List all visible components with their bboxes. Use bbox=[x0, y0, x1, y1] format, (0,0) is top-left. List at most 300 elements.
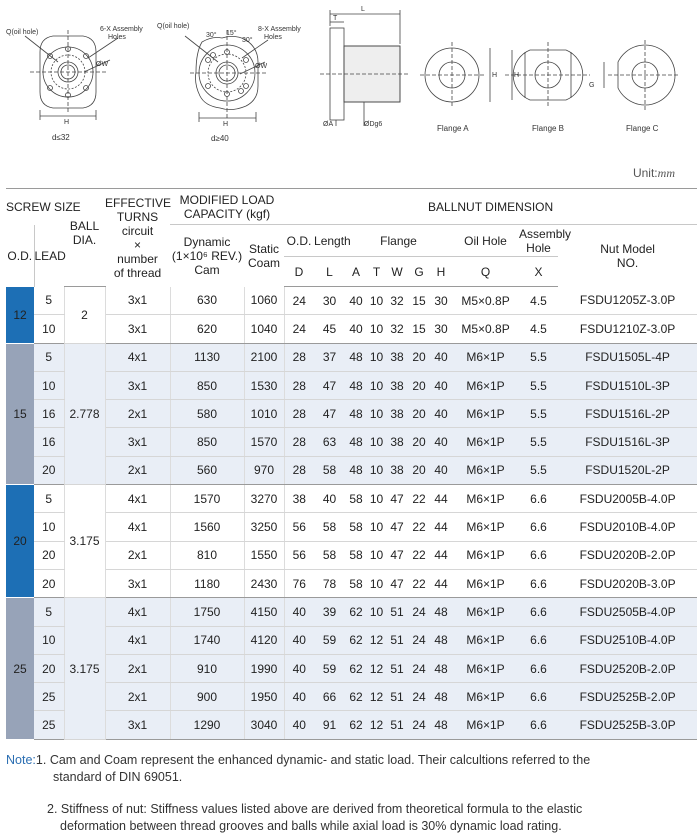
table-row bbox=[6, 456, 697, 484]
table-row bbox=[6, 315, 697, 343]
cell-lead: 10 bbox=[34, 626, 64, 654]
cell-assembly-x: 6.6 bbox=[519, 485, 558, 513]
cell-flange-t: 10 bbox=[367, 569, 386, 597]
cell-oil-hole-q: M5×0.8P bbox=[452, 287, 519, 315]
d2-size-label: d≥40 bbox=[211, 134, 229, 143]
cell-length-l: 58 bbox=[314, 541, 345, 569]
cell-flange-t: 12 bbox=[367, 654, 386, 682]
cell-dynamic: 850 bbox=[170, 371, 244, 399]
cell-turns: 2x1 bbox=[105, 400, 170, 428]
cell-flange-t: 12 bbox=[367, 683, 386, 711]
cell-flange-h: 40 bbox=[430, 371, 452, 399]
d1-w-label: ØW bbox=[96, 61, 109, 68]
cell-oil-hole-q: M6×1P bbox=[452, 456, 519, 484]
cell-length-l: 30 bbox=[314, 287, 345, 315]
cell-flange-t: 10 bbox=[367, 343, 386, 371]
cell-turns: 4x1 bbox=[105, 598, 170, 626]
cell-lead: 16 bbox=[34, 400, 64, 428]
cell-lead: 5 bbox=[34, 598, 64, 626]
cell-dynamic: 1570 bbox=[170, 485, 244, 513]
header-dynamic: Dynamic (1×10⁶ REV.) Cam bbox=[171, 234, 243, 277]
header-od: O.D. bbox=[6, 225, 34, 287]
side-l-label: L bbox=[361, 6, 365, 13]
cell-lead: 10 bbox=[34, 513, 64, 541]
cell-assembly-x: 6.6 bbox=[519, 513, 558, 541]
cell-turns: 4x1 bbox=[105, 485, 170, 513]
cell-od-d: 24 bbox=[284, 315, 314, 343]
cell-flange-h: 40 bbox=[430, 400, 452, 428]
cell-flange-h: 30 bbox=[430, 287, 452, 315]
cell-length-l: 40 bbox=[314, 485, 345, 513]
d2-angle1-label: 30° bbox=[206, 32, 217, 39]
header-letter-q: Q bbox=[452, 257, 519, 287]
cell-flange-h: 44 bbox=[430, 513, 452, 541]
cell-static: 1060 bbox=[244, 287, 284, 315]
cell-flange-w: 51 bbox=[386, 626, 408, 654]
cell-static: 1530 bbox=[244, 371, 284, 399]
cell-flange-g: 24 bbox=[408, 654, 430, 682]
cell-flange-h: 48 bbox=[430, 598, 452, 626]
cell-nut-model: FSDU2020B-2.0P bbox=[558, 541, 697, 569]
ball-dia-cell: 3.175 bbox=[64, 485, 105, 598]
cell-nut-model: FSDU1210Z-3.0P bbox=[558, 315, 697, 343]
cell-dynamic: 630 bbox=[170, 287, 244, 315]
cell-assembly-x: 6.6 bbox=[519, 598, 558, 626]
cell-oil-hole-q: M5×0.8P bbox=[452, 315, 519, 343]
table-row bbox=[6, 683, 697, 711]
cell-assembly-x: 5.5 bbox=[519, 400, 558, 428]
cell-oil-hole-q: M6×1P bbox=[452, 711, 519, 739]
cell-nut-model: FSDU2505B-4.0P bbox=[558, 598, 697, 626]
cell-flange-a: 58 bbox=[345, 513, 367, 541]
cell-turns: 3x1 bbox=[105, 569, 170, 597]
header-letter-a: A bbox=[345, 257, 367, 287]
cell-flange-g: 20 bbox=[408, 400, 430, 428]
header-modified-load: MODIFIED LOAD CAPACITY (kgf) bbox=[170, 189, 284, 225]
cell-turns: 2x1 bbox=[105, 541, 170, 569]
cell-flange-w: 38 bbox=[386, 400, 408, 428]
od-group-cell: 12 bbox=[6, 287, 34, 344]
cell-dynamic: 580 bbox=[170, 400, 244, 428]
cell-dynamic: 810 bbox=[170, 541, 244, 569]
cell-static: 3040 bbox=[244, 711, 284, 739]
cell-flange-h: 30 bbox=[430, 315, 452, 343]
d1-oil-hole-label: Q(oil hole) bbox=[6, 29, 39, 36]
cell-lead: 5 bbox=[34, 485, 64, 513]
note-1-line-1: Cam and Coam represent the enhanced dynamic- and static load. Their calcultions referred to the bbox=[49, 753, 591, 767]
cell-dynamic: 910 bbox=[170, 654, 244, 682]
header-length: Length bbox=[314, 225, 345, 257]
table-row bbox=[6, 711, 697, 739]
cell-od-d: 40 bbox=[284, 598, 314, 626]
cell-assembly-x: 5.5 bbox=[519, 428, 558, 456]
note-2-line-2: deformation between thread grooves and balls while axial load is 30% dynamic load rating. bbox=[60, 819, 562, 833]
cell-oil-hole-q: M6×1P bbox=[452, 569, 519, 597]
cell-lead: 25 bbox=[34, 683, 64, 711]
cell-flange-a: 58 bbox=[345, 541, 367, 569]
cell-flange-g: 22 bbox=[408, 541, 430, 569]
cell-od-d: 40 bbox=[284, 626, 314, 654]
cell-flange-h: 44 bbox=[430, 569, 452, 597]
flange-front-view-large bbox=[185, 30, 268, 122]
cell-od-d: 56 bbox=[284, 513, 314, 541]
table-body bbox=[6, 287, 697, 740]
cell-dynamic: 560 bbox=[170, 456, 244, 484]
cell-nut-model: FSDU2525B-3.0P bbox=[558, 711, 697, 739]
cell-assembly-x: 6.6 bbox=[519, 569, 558, 597]
cell-flange-g: 22 bbox=[408, 485, 430, 513]
side-a-label: ØA bbox=[323, 121, 334, 128]
cell-lead: 20 bbox=[34, 569, 64, 597]
drawing-canvas bbox=[0, 0, 681, 150]
cell-flange-w: 32 bbox=[386, 315, 408, 343]
cell-oil-hole-q: M6×1P bbox=[452, 541, 519, 569]
cell-dynamic: 850 bbox=[170, 428, 244, 456]
cell-length-l: 59 bbox=[314, 654, 345, 682]
cell-od-d: 76 bbox=[284, 569, 314, 597]
cell-flange-h: 44 bbox=[430, 485, 452, 513]
cell-turns: 3x1 bbox=[105, 287, 170, 315]
d1-assembly-label-2: Holes bbox=[108, 34, 126, 41]
ball-dia-cell: 3.175 bbox=[64, 598, 105, 739]
cell-dynamic: 1750 bbox=[170, 598, 244, 626]
cell-static: 970 bbox=[244, 456, 284, 484]
cell-flange-a: 58 bbox=[345, 485, 367, 513]
header-od2: O.D. bbox=[284, 225, 314, 257]
cell-flange-a: 62 bbox=[345, 683, 367, 711]
cell-static: 4150 bbox=[244, 598, 284, 626]
cell-flange-h: 48 bbox=[430, 683, 452, 711]
cell-flange-w: 47 bbox=[386, 569, 408, 597]
cell-lead: 25 bbox=[34, 711, 64, 739]
technical-drawings bbox=[0, 0, 681, 150]
cell-static: 4120 bbox=[244, 626, 284, 654]
od-group-cell: 20 bbox=[6, 485, 34, 598]
cell-static: 3270 bbox=[244, 485, 284, 513]
cell-nut-model: FSDU1516L-3P bbox=[558, 428, 697, 456]
d2-oil-hole-label: Q(oil hole) bbox=[157, 23, 190, 30]
cell-assembly-x: 5.5 bbox=[519, 371, 558, 399]
header-letter-h: H bbox=[430, 257, 452, 287]
cell-od-d: 28 bbox=[284, 456, 314, 484]
cell-lead: 10 bbox=[34, 315, 64, 343]
cell-flange-t: 10 bbox=[367, 287, 386, 315]
cell-length-l: 59 bbox=[314, 626, 345, 654]
cell-od-d: 24 bbox=[284, 287, 314, 315]
cell-lead: 16 bbox=[34, 428, 64, 456]
cell-oil-hole-q: M6×1P bbox=[452, 513, 519, 541]
cell-od-d: 40 bbox=[284, 683, 314, 711]
cell-length-l: 39 bbox=[314, 598, 345, 626]
header-screw-size: SCREW SIZE bbox=[6, 189, 64, 225]
side-t-label: T bbox=[333, 15, 338, 22]
cell-flange-g: 24 bbox=[408, 683, 430, 711]
cell-flange-w: 51 bbox=[386, 683, 408, 711]
table-row bbox=[6, 513, 697, 541]
table-row bbox=[6, 569, 697, 597]
cell-flange-g: 15 bbox=[408, 287, 430, 315]
cell-static: 1010 bbox=[244, 400, 284, 428]
cell-lead: 20 bbox=[34, 456, 64, 484]
flange-c-label: Flange C bbox=[626, 124, 659, 133]
cell-assembly-x: 6.6 bbox=[519, 541, 558, 569]
cell-length-l: 78 bbox=[314, 569, 345, 597]
cell-flange-t: 10 bbox=[367, 598, 386, 626]
cell-flange-g: 24 bbox=[408, 711, 430, 739]
cell-flange-h: 40 bbox=[430, 343, 452, 371]
d2-assembly-label-2: Holes bbox=[264, 34, 282, 41]
ballnut-side-view bbox=[320, 10, 410, 126]
cell-flange-t: 10 bbox=[367, 456, 386, 484]
cell-static: 1550 bbox=[244, 541, 284, 569]
cell-flange-t: 10 bbox=[367, 315, 386, 343]
cell-dynamic: 1740 bbox=[170, 626, 244, 654]
note-2 bbox=[6, 801, 676, 835]
cell-od-d: 28 bbox=[284, 371, 314, 399]
unit-indicator bbox=[633, 166, 675, 181]
d2-assembly-label-1: 8-X Assembly bbox=[258, 26, 301, 33]
d2-angle3-label: 30° bbox=[242, 37, 253, 44]
cell-oil-hole-q: M6×1P bbox=[452, 371, 519, 399]
cell-od-d: 38 bbox=[284, 485, 314, 513]
note-2-line-1: Stiffness of nut: Stiffness values listed above are derived from theoretical formula to the elastic bbox=[60, 802, 583, 816]
header-nut-model: Nut Model NO. bbox=[600, 241, 655, 270]
cell-nut-model: FSDU1510L-3P bbox=[558, 371, 697, 399]
cell-flange-w: 32 bbox=[386, 287, 408, 315]
cell-turns: 3x1 bbox=[105, 428, 170, 456]
d1-assembly-label-1: 6-X Assembly bbox=[100, 26, 143, 33]
note-1 bbox=[6, 752, 676, 786]
cell-turns: 3x1 bbox=[105, 711, 170, 739]
cell-assembly-x: 6.6 bbox=[519, 654, 558, 682]
d2-h-label: H bbox=[223, 121, 229, 128]
cell-flange-t: 12 bbox=[367, 626, 386, 654]
cell-flange-w: 38 bbox=[386, 428, 408, 456]
cell-static: 1990 bbox=[244, 654, 284, 682]
cell-nut-model: FSDU1205Z-3.0P bbox=[558, 287, 697, 315]
cell-flange-a: 58 bbox=[345, 569, 367, 597]
cell-flange-a: 48 bbox=[345, 456, 367, 484]
cell-nut-model: FSDU2005B-4.0P bbox=[558, 485, 697, 513]
cell-nut-model: FSDU2510B-4.0P bbox=[558, 626, 697, 654]
unit-value: mm bbox=[657, 166, 675, 180]
cell-lead: 20 bbox=[34, 541, 64, 569]
table-row bbox=[6, 598, 697, 626]
cell-flange-t: 10 bbox=[367, 541, 386, 569]
cell-assembly-x: 6.6 bbox=[519, 711, 558, 739]
cell-turns: 4x1 bbox=[105, 513, 170, 541]
header-lead: LEAD bbox=[34, 248, 66, 263]
cell-flange-t: 10 bbox=[367, 400, 386, 428]
header-letter-g: G bbox=[408, 257, 430, 287]
flange-b-h-label: H bbox=[514, 72, 520, 79]
table-row bbox=[6, 654, 697, 682]
table-row bbox=[6, 371, 697, 399]
header-ball-dia: BALL DIA. bbox=[64, 189, 105, 257]
cell-od-d: 56 bbox=[284, 541, 314, 569]
cell-flange-w: 51 bbox=[386, 654, 408, 682]
cell-static: 2430 bbox=[244, 569, 284, 597]
header-letter-l: L bbox=[314, 257, 345, 287]
cell-nut-model: FSDU1516L-2P bbox=[558, 400, 697, 428]
cell-turns: 2x1 bbox=[105, 456, 170, 484]
cell-flange-a: 62 bbox=[345, 711, 367, 739]
cell-flange-t: 10 bbox=[367, 428, 386, 456]
cell-flange-g: 20 bbox=[408, 371, 430, 399]
cell-static: 1570 bbox=[244, 428, 284, 456]
table-row bbox=[6, 343, 697, 371]
d1-size-label: d≤32 bbox=[52, 133, 70, 142]
cell-flange-a: 62 bbox=[345, 654, 367, 682]
flange-a-h-label: H bbox=[492, 72, 498, 79]
cell-turns: 3x1 bbox=[105, 315, 170, 343]
cell-flange-t: 10 bbox=[367, 513, 386, 541]
header-static: Static Coam bbox=[248, 241, 281, 270]
cell-assembly-x: 6.6 bbox=[519, 683, 558, 711]
cell-turns: 3x1 bbox=[105, 371, 170, 399]
cell-dynamic: 900 bbox=[170, 683, 244, 711]
header-letter-t: T bbox=[367, 257, 386, 287]
d1-h-label: H bbox=[64, 119, 70, 126]
cell-dynamic: 1290 bbox=[170, 711, 244, 739]
header-ballnut-dimension: BALLNUT DIMENSION bbox=[284, 189, 697, 225]
cell-oil-hole-q: M6×1P bbox=[452, 683, 519, 711]
flange-a-label: Flange A bbox=[437, 124, 469, 133]
cell-length-l: 58 bbox=[314, 513, 345, 541]
cell-length-l: 58 bbox=[314, 456, 345, 484]
cell-turns: 2x1 bbox=[105, 654, 170, 682]
flange-c-shape bbox=[604, 40, 678, 110]
cell-nut-model: FSDU2520B-2.0P bbox=[558, 654, 697, 682]
cell-flange-h: 48 bbox=[430, 711, 452, 739]
cell-od-d: 28 bbox=[284, 343, 314, 371]
cell-flange-g: 20 bbox=[408, 456, 430, 484]
note-label: Note: bbox=[6, 753, 36, 767]
cell-flange-a: 48 bbox=[345, 428, 367, 456]
cell-flange-g: 22 bbox=[408, 513, 430, 541]
cell-oil-hole-q: M6×1P bbox=[452, 428, 519, 456]
cell-flange-t: 12 bbox=[367, 711, 386, 739]
cell-oil-hole-q: M6×1P bbox=[452, 343, 519, 371]
header-letter-w: W bbox=[386, 257, 408, 287]
cell-nut-model: FSDU2020B-3.0P bbox=[558, 569, 697, 597]
cell-dynamic: 620 bbox=[170, 315, 244, 343]
table-row bbox=[6, 485, 697, 513]
cell-flange-a: 48 bbox=[345, 400, 367, 428]
cell-flange-w: 51 bbox=[386, 598, 408, 626]
cell-flange-w: 38 bbox=[386, 371, 408, 399]
cell-flange-w: 47 bbox=[386, 541, 408, 569]
cell-length-l: 47 bbox=[314, 400, 345, 428]
cell-flange-g: 24 bbox=[408, 598, 430, 626]
cell-flange-h: 44 bbox=[430, 541, 452, 569]
cell-flange-g: 22 bbox=[408, 569, 430, 597]
cell-flange-g: 20 bbox=[408, 343, 430, 371]
cell-flange-w: 51 bbox=[386, 711, 408, 739]
cell-length-l: 37 bbox=[314, 343, 345, 371]
cell-assembly-x: 4.5 bbox=[519, 315, 558, 343]
cell-flange-a: 40 bbox=[345, 315, 367, 343]
cell-length-l: 91 bbox=[314, 711, 345, 739]
cell-assembly-x: 4.5 bbox=[519, 287, 558, 315]
header-flange: Flange bbox=[345, 225, 452, 257]
cell-oil-hole-q: M6×1P bbox=[452, 400, 519, 428]
cell-nut-model: FSDU2010B-4.0P bbox=[558, 513, 697, 541]
flange-front-view-small bbox=[25, 30, 118, 120]
cell-od-d: 28 bbox=[284, 400, 314, 428]
cell-flange-h: 40 bbox=[430, 428, 452, 456]
flange-a-shape bbox=[420, 42, 490, 108]
cell-flange-a: 40 bbox=[345, 287, 367, 315]
cell-flange-g: 15 bbox=[408, 315, 430, 343]
cell-flange-a: 62 bbox=[345, 598, 367, 626]
d2-w-label: ØW bbox=[255, 63, 268, 70]
cell-nut-model: FSDU1505L-4P bbox=[558, 343, 697, 371]
header-oil-hole: Oil Hole bbox=[452, 225, 519, 257]
table-row bbox=[6, 626, 697, 654]
cell-flange-a: 62 bbox=[345, 626, 367, 654]
cell-static: 1040 bbox=[244, 315, 284, 343]
table-row bbox=[6, 287, 697, 315]
cell-turns: 4x1 bbox=[105, 343, 170, 371]
cell-flange-w: 47 bbox=[386, 485, 408, 513]
cell-flange-w: 38 bbox=[386, 343, 408, 371]
header-effective-turns: EFFECTIVE TURNS circuit × number of thread bbox=[105, 189, 170, 287]
cell-flange-h: 40 bbox=[430, 456, 452, 484]
cell-length-l: 45 bbox=[314, 315, 345, 343]
note-2-number: 2. bbox=[47, 802, 58, 816]
cell-od-d: 28 bbox=[284, 428, 314, 456]
cell-assembly-x: 5.5 bbox=[519, 343, 558, 371]
cell-dynamic: 1180 bbox=[170, 569, 244, 597]
cell-flange-a: 48 bbox=[345, 371, 367, 399]
table-header bbox=[6, 189, 697, 287]
cell-flange-h: 48 bbox=[430, 626, 452, 654]
header-empty-ball bbox=[64, 257, 105, 287]
cell-nut-model: FSDU1520L-2P bbox=[558, 456, 697, 484]
cell-flange-h: 48 bbox=[430, 654, 452, 682]
cell-static: 3250 bbox=[244, 513, 284, 541]
cell-flange-a: 48 bbox=[345, 343, 367, 371]
ball-dia-cell: 2 bbox=[64, 287, 105, 344]
flange-b-label: Flange B bbox=[532, 124, 565, 133]
cell-turns: 4x1 bbox=[105, 626, 170, 654]
cell-length-l: 47 bbox=[314, 371, 345, 399]
cell-lead: 10 bbox=[34, 371, 64, 399]
od-group-cell: 25 bbox=[6, 598, 34, 739]
cell-static: 1950 bbox=[244, 683, 284, 711]
table-row bbox=[6, 428, 697, 456]
side-dg-label: ØDg6 bbox=[364, 121, 383, 128]
header-letter-d: D bbox=[284, 257, 314, 287]
cell-flange-w: 47 bbox=[386, 513, 408, 541]
cell-length-l: 63 bbox=[314, 428, 345, 456]
cell-oil-hole-q: M6×1P bbox=[452, 598, 519, 626]
d2-angle2-label: 15° bbox=[226, 30, 237, 37]
cell-static: 2100 bbox=[244, 343, 284, 371]
ballnut-spec-table bbox=[6, 188, 697, 740]
cell-flange-g: 20 bbox=[408, 428, 430, 456]
cell-od-d: 40 bbox=[284, 711, 314, 739]
cell-flange-w: 38 bbox=[386, 456, 408, 484]
cell-flange-g: 24 bbox=[408, 626, 430, 654]
cell-turns: 2x1 bbox=[105, 683, 170, 711]
cell-lead: 5 bbox=[34, 287, 64, 315]
header-assembly-hole: Assembly Hole bbox=[519, 226, 572, 255]
cell-od-d: 40 bbox=[284, 654, 314, 682]
table-row bbox=[6, 400, 697, 428]
od-group-cell: 15 bbox=[6, 343, 34, 484]
